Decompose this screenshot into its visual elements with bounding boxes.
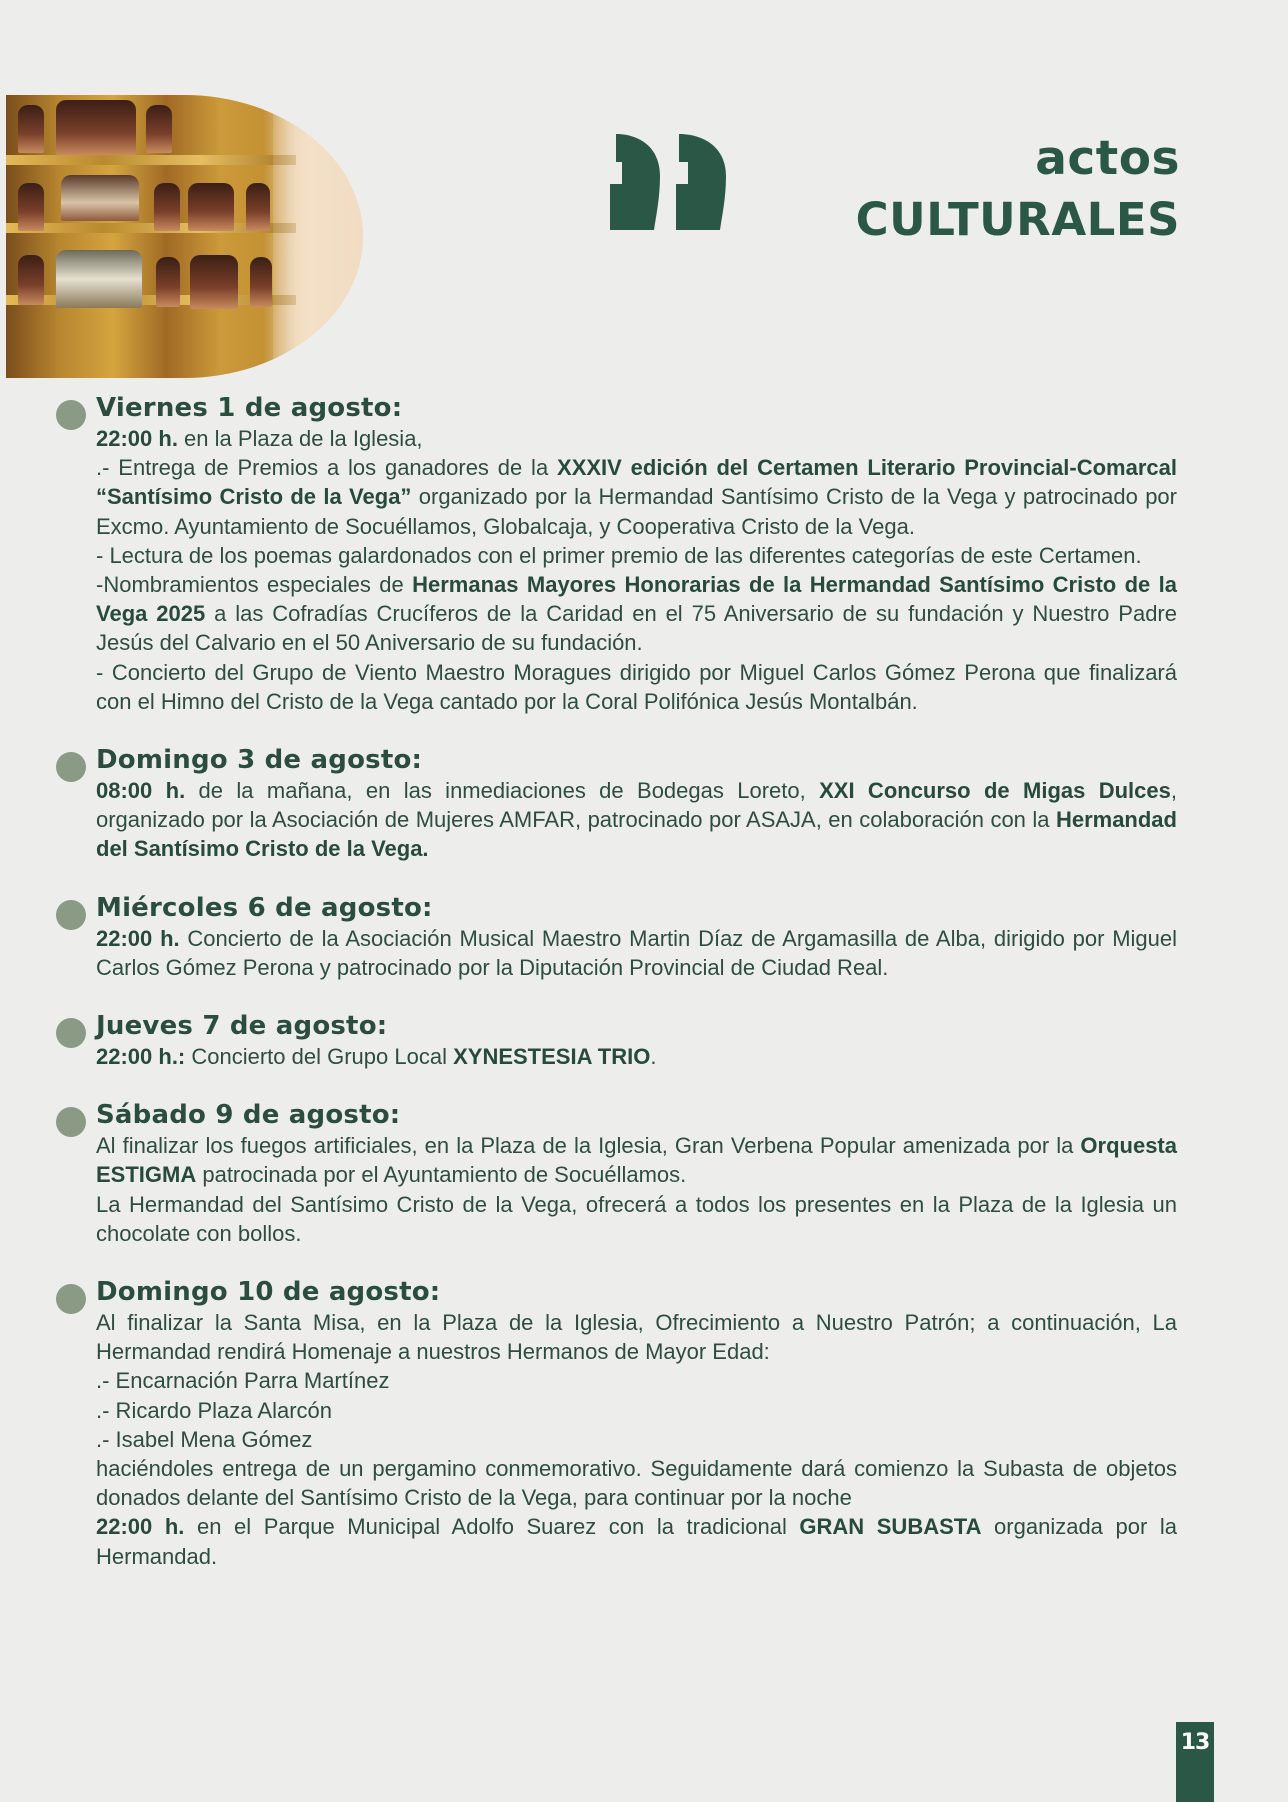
event-description [96, 1366, 1177, 1395]
retablo-niche [250, 257, 272, 307]
body-text: Al finalizar la Santa Misa, en la Plaza de la Iglesia, Ofrecimiento a Nuestro Patrón; a continuación, La Hermandad rendirá Homenaje a nuestros Hermanos de Mayor Edad: [96, 1310, 1177, 1365]
body-text: . [650, 1044, 657, 1070]
event-description [96, 1190, 1177, 1248]
event-date-heading: Sábado 9 de agosto: [96, 1100, 401, 1131]
body-text: organizada por la Hermandad. [96, 1514, 1177, 1569]
page-title [856, 130, 1180, 252]
bullet-dot-icon [56, 1018, 86, 1048]
body-text: - Concierto del Grupo de Viento Maestro Moragues dirigido por Miguel Carlos Gómez Perona que finalizará con el Himno del Cristo de la Vega cantado por la Coral Polifónica Jesús Montalbán. [96, 659, 1177, 714]
body-text: en la Plaza de la Iglesia, [177, 426, 423, 451]
event-description [96, 1308, 1177, 1366]
event-description [96, 1512, 1177, 1570]
emphasis-text: XYNESTESIA TRIO [453, 1044, 651, 1070]
event-date-heading: Domingo 10 de agosto: [96, 1277, 441, 1308]
body-text: -Nombramientos especiales de [96, 572, 413, 598]
event-item [96, 1276, 1177, 1571]
bullet-dot-icon [56, 1284, 86, 1314]
bullet-dot-icon [56, 900, 86, 930]
bullet-dot-icon [56, 752, 86, 782]
body-text: haciéndoles entrega de un pergamino conmemorativo. Seguidamente dará comienzo la Subasta de objetos donados delante del Santísimo Cristo de la Vega, para continuar por la noche [96, 1456, 1177, 1511]
retablo-niche [56, 250, 142, 308]
emphasis-text: GRAN SUBASTA [799, 1514, 982, 1540]
event-description [96, 658, 1177, 716]
event-description [96, 570, 1177, 658]
emphasis-text: 08:00 h. [96, 778, 186, 804]
event-date-heading: Jueves 7 de agosto: [96, 1011, 388, 1042]
event-item [96, 392, 1177, 716]
retablo-niche [190, 255, 238, 309]
body-text: Al finalizar los fuegos artificiales, en la Plaza de la Iglesia, Gran Verbena Popular amenizada por la [96, 1133, 1081, 1159]
event-description [96, 1454, 1177, 1512]
body-text: a las Cofradías Crucíferos de la Caridad en el 75 Aniversario de su fundación y Nuestro Padre Jesús del Calvario en el 50 Aniversario de su fundación. [96, 601, 1177, 656]
event-description [96, 453, 1177, 541]
event-item [96, 744, 1177, 864]
event-description [96, 1131, 1177, 1189]
emphasis-text: 22:00 h. [96, 426, 178, 451]
event-item [96, 1010, 1177, 1071]
events-list [96, 392, 1177, 1599]
event-description [96, 424, 1177, 453]
event-item [96, 1099, 1177, 1248]
event-date-heading: Miércoles 6 de agosto: [96, 892, 433, 923]
emphasis-text: 22:00 h. [96, 1514, 185, 1540]
bullet-dot-icon [56, 400, 86, 430]
retablo-niche [154, 183, 180, 231]
body-text: - Lectura de los poemas galardonados con el primer premio de las diferentes categorías de este Certamen. [96, 542, 1142, 568]
title-line-actos: actos [1035, 131, 1180, 186]
title-line-culturales: CULTURALES [855, 193, 1180, 246]
emphasis-text: Hermanas Mayores Honorarias de la Hermandad Santísimo Cristo de la Vega 2025 [96, 572, 1177, 627]
altar-retablo-photo [6, 95, 363, 378]
body-text: Concierto del Grupo Local [185, 1044, 454, 1070]
retablo-niche [18, 105, 44, 153]
bullet-dot-icon [56, 1107, 86, 1137]
event-date-heading: Domingo 3 de agosto: [96, 745, 423, 776]
event-description [96, 924, 1177, 982]
emphasis-text: Orquesta ESTIGMA [96, 1133, 1177, 1188]
page-number: 13 [1176, 1722, 1214, 1802]
photo-light-area [273, 95, 363, 378]
event-item [96, 892, 1177, 982]
emphasis-text: XXXIV edición del Certamen Literario Provincial-Comarcal “Santísimo Cristo de la Vega” [96, 455, 1177, 510]
emphasis-text: Hermandad del Santísimo Cristo de la Vega. [96, 807, 1177, 862]
body-text: Concierto de la Asociación Musical Maestro Martin Díaz de Argamasilla de Alba, dirigido por Miguel Carlos Gómez Perona y patrocinado por la Diputación Provincial de Ciudad Real. [96, 925, 1177, 980]
event-description [96, 776, 1177, 864]
event-date-heading: Viernes 1 de agosto: [96, 393, 403, 423]
body-text: , organizado por la Asociación de Mujeres AMFAR, patrocinado por ASAJA, en colaboración con la [96, 778, 1177, 833]
emphasis-text: 22:00 h. [96, 925, 180, 951]
retablo-niche [146, 105, 172, 153]
event-description [96, 1425, 1177, 1454]
event-description [96, 541, 1177, 570]
body-text: patrocinada por el Ayuntamiento de Socuéllamos. [196, 1162, 687, 1188]
retablo-niche [18, 255, 44, 305]
retablo-niche [61, 175, 139, 221]
event-description [96, 1396, 1177, 1425]
emphasis-text: XXI Concurso de Migas Dulces [819, 778, 1171, 804]
event-description [96, 1042, 1177, 1071]
body-text: .- Encarnación Parra Martínez [96, 1368, 390, 1394]
body-text: .- Entrega de Premios a los ganadores de la [96, 455, 558, 481]
body-text: La Hermandad del Santísimo Cristo de la Vega, ofrecerá a todos los presentes en la Plaza de la Iglesia un chocolate con bollos. [96, 1191, 1177, 1246]
retablo-niche [156, 257, 180, 307]
retablo-cornice [6, 155, 296, 165]
retablo-niche [188, 183, 234, 231]
retablo-niche [18, 183, 44, 231]
retablo-niche [246, 183, 270, 231]
body-text: de la mañana, en las inmediaciones de Bodegas Loreto, [185, 778, 820, 804]
body-text: organizado por la Hermandad Santísimo Cristo de la Vega y patrocinado por Excmo. Ayuntamiento de Socuéllamos, Globalcaja, y Cooperativa Cristo de la Vega. [96, 484, 1177, 539]
body-text: .- Ricardo Plaza Alarcón [96, 1397, 332, 1423]
body-text: .- Isabel Mena Gómez [96, 1426, 313, 1452]
quote-mark-icon [610, 132, 736, 232]
retablo-niche [56, 100, 136, 155]
body-text: en el Parque Municipal Adolfo Suarez con la tradicional [184, 1514, 800, 1540]
emphasis-text: 22:00 h.: [96, 1044, 186, 1070]
